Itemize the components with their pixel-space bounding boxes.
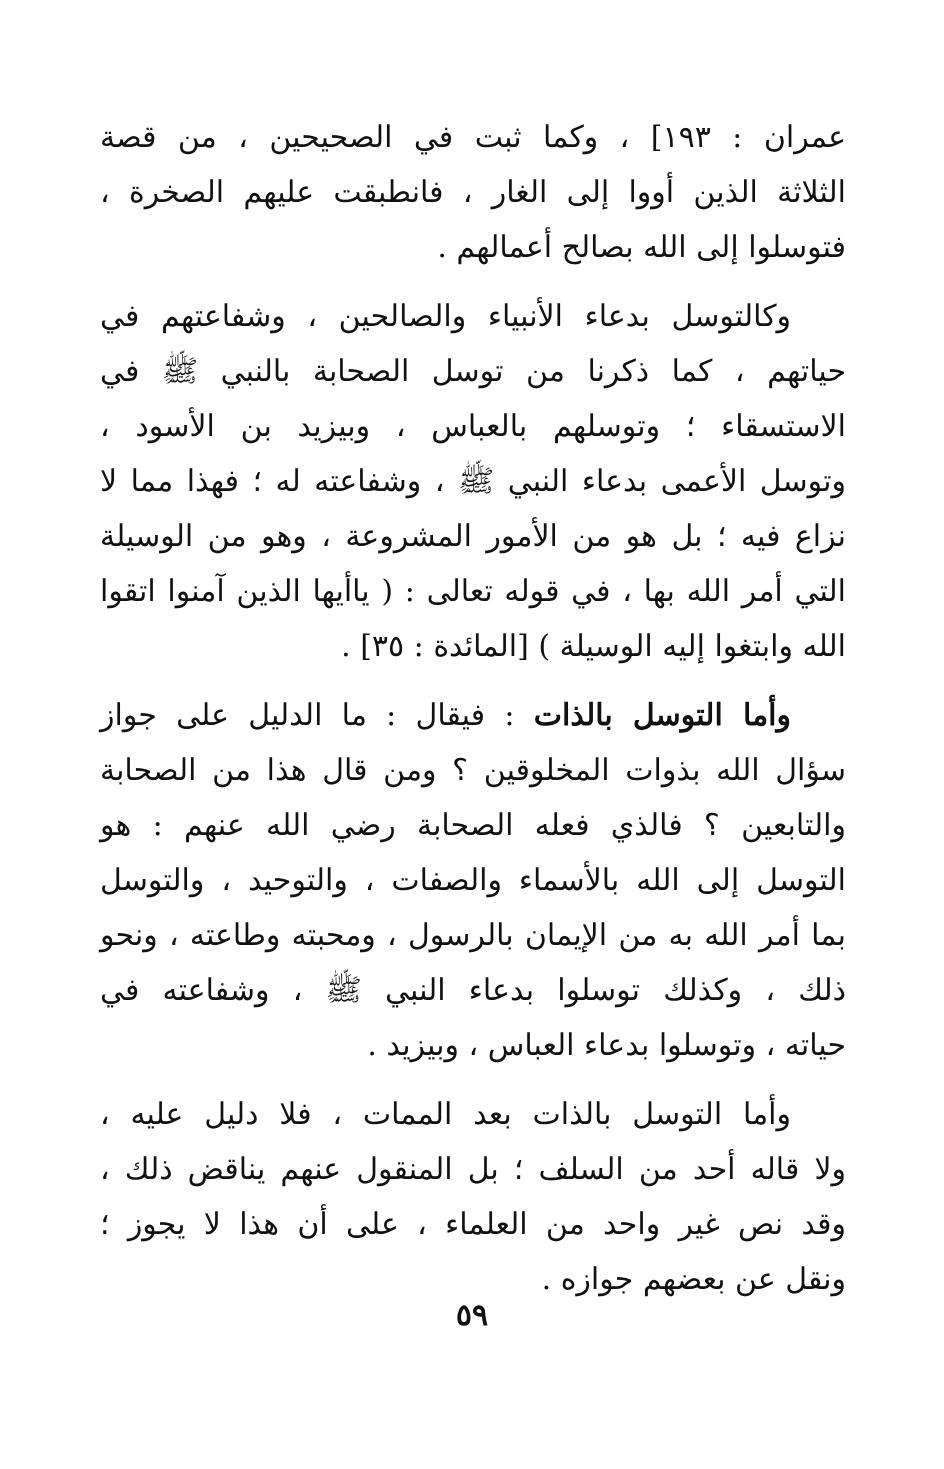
text-line: الله وابتغوا إليه الوسيلة ) [المائدة : ٣٥] . <box>341 629 846 664</box>
text-line: بما أمر الله به من الإيمان بالرسول ، ومحبته وطاعته ، ونحو <box>100 918 846 953</box>
text-line: ونقل عن بعضهم جوازه . <box>541 1262 846 1297</box>
text-line: وتوسل الأعمى بدعاء النبي ﷺ ، وشفاعته له ؛ فهذا مما لا <box>100 464 846 499</box>
text-line: حياته ، وتوسلوا بدعاء العباس ، وبيزيد . <box>367 1028 846 1063</box>
text-line: والتابعين ؟ فالذي فعله الصحابة رضي الله عنهم : هو <box>100 808 846 843</box>
text-line: سؤال الله بذوات المخلوقين ؟ ومن قال هذا من الصحابة <box>100 753 846 788</box>
page-body <box>100 110 846 1307</box>
text-line: الثلاثة الذين أووا إلى الغار ، فانطبقت عليهم الصخرة ، <box>100 175 846 210</box>
text-line: ذلك ، وكذلك توسلوا بدعاء النبي ﷺ ، وشفاعته في <box>100 973 846 1008</box>
text-line: التي أمر الله بها ، في قوله تعالى : ( ياأيها الذين آمنوا اتقوا <box>100 574 846 609</box>
page-number: ٥٩ <box>455 1298 489 1333</box>
text-line: الاستسقاء ؛ وتوسلهم بالعباس ، وبيزيد بن الأسود ، <box>100 409 846 444</box>
paragraph-4 <box>100 1087 846 1307</box>
paragraph-1 <box>100 110 846 275</box>
bold-heading: وأما التوسل بالذات <box>533 698 791 733</box>
text-line: ولا قاله أحد من السلف ؛ بل المنقول عنهم يناقض ذلك ، <box>100 1152 846 1187</box>
paragraph-2 <box>100 289 846 674</box>
lead-rest: : فيقال : ما الدليل على جواز <box>100 698 534 733</box>
text-line: حياتهم ، كما ذكرنا من توسل الصحابة بالنبي ﷺ في <box>100 354 846 389</box>
text-line-lead <box>100 688 846 743</box>
text-line: عمران : ١٩٣] ، وكما ثبت في الصحيحين ، من قصة <box>100 120 846 155</box>
text-line: وكالتوسل بدعاء الأنبياء والصالحين ، وشفاعتهم في <box>100 299 791 334</box>
paragraph-3 <box>100 688 846 1073</box>
text-line: وقد نص غير واحد من العلماء ، على أن هذا لا يجوز ؛ <box>100 1207 846 1242</box>
text-line: التوسل إلى الله بالأسماء والصفات ، والتوحيد ، والتوسل <box>100 863 846 898</box>
text-line: فتوسلوا إلى الله بصالح أعمالهم . <box>437 230 846 265</box>
text-line: نزاع فيه ؛ بل هو من الأمور المشروعة ، وهو من الوسيلة <box>100 519 846 554</box>
text-line: وأما التوسل بالذات بعد الممات ، فلا دليل عليه ، <box>100 1097 791 1132</box>
